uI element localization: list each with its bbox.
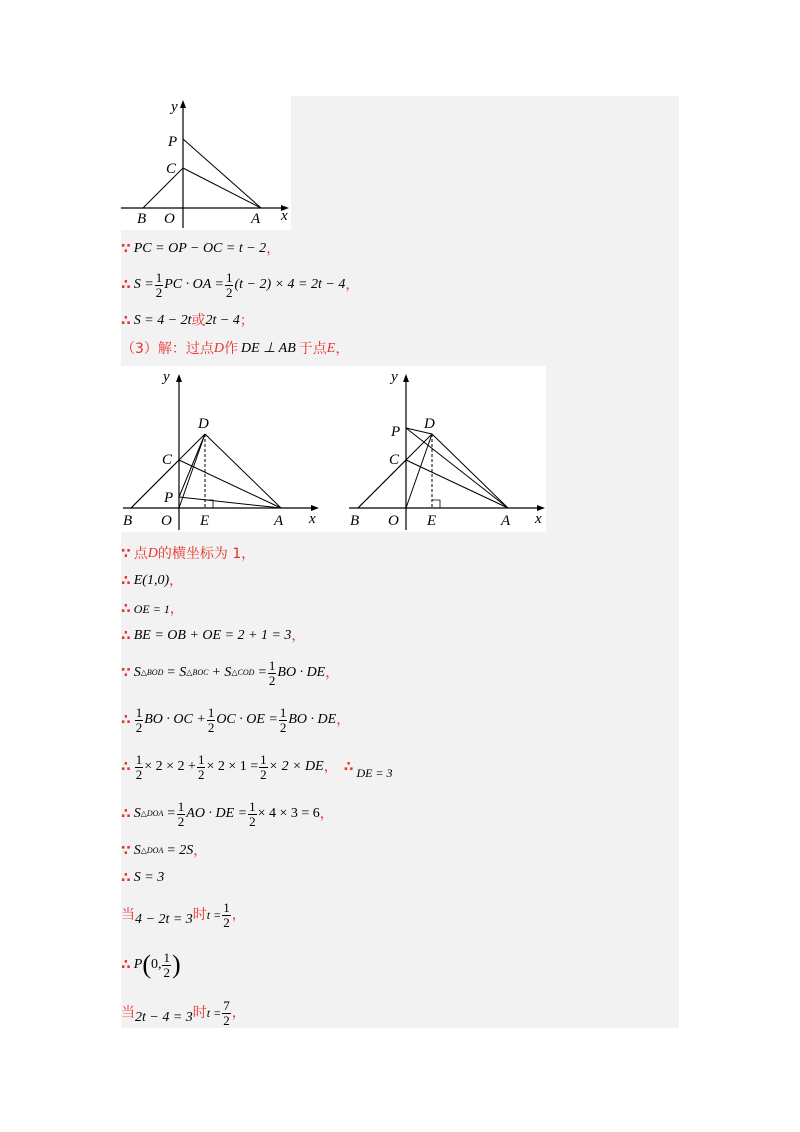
label-y: y xyxy=(163,369,170,385)
fraction-half xyxy=(177,800,186,829)
segment-pd xyxy=(179,434,205,497)
label-p: P xyxy=(168,134,178,150)
figure-1-svg xyxy=(121,96,291,230)
numerator: 1 xyxy=(207,704,215,720)
semicolon: ； xyxy=(239,313,254,329)
numerator: 1 xyxy=(225,269,233,285)
since-symbol: ∵ xyxy=(121,241,131,257)
line-14 xyxy=(121,869,164,887)
line-9 xyxy=(121,656,339,690)
label-d: D xyxy=(198,416,209,432)
line-1 xyxy=(121,240,280,258)
dian-text: 点 xyxy=(133,546,148,562)
bo-de: BO · DE xyxy=(288,712,337,727)
numerator: 1 xyxy=(268,657,276,673)
comma: ， xyxy=(319,806,334,822)
s-value: S = 3 xyxy=(133,870,165,885)
bo-de: BO · DE xyxy=(277,665,326,680)
denominator: 2 xyxy=(249,813,256,829)
term-1: × 2 × 2 + xyxy=(144,759,196,774)
figure-2-3 xyxy=(121,366,546,532)
therefore-symbol: ∴ xyxy=(121,573,131,589)
numerator: 1 xyxy=(155,269,163,285)
numerator: 1 xyxy=(135,704,143,720)
perpendicular-expr: DE ⊥ AB xyxy=(241,341,296,356)
line-4 xyxy=(121,340,349,358)
label-e: E xyxy=(427,513,437,529)
segment-da xyxy=(205,434,281,508)
segment-bc xyxy=(143,168,183,208)
denominator: 2 xyxy=(135,719,143,735)
line-15 xyxy=(121,898,246,932)
line-3 xyxy=(121,312,254,330)
subscript-doa: △DOA xyxy=(140,846,164,855)
pc-expression: PC = OP − OC = t − 2 xyxy=(133,241,267,256)
t-eq: t = xyxy=(206,908,222,922)
since-symbol: ∵ xyxy=(121,843,131,859)
therefore-symbol: ∴ xyxy=(121,870,131,886)
figure-2-3-svg xyxy=(121,366,546,532)
denominator: 2 xyxy=(163,964,170,980)
line-16 xyxy=(121,947,181,983)
fraction-half xyxy=(155,271,164,300)
s-symbol: S xyxy=(133,806,141,821)
subscript-doa: △DOA xyxy=(140,809,164,818)
figure-2 xyxy=(123,369,319,530)
label-o: O xyxy=(388,513,399,529)
label-b: B xyxy=(350,513,360,529)
comma: ， xyxy=(325,665,340,681)
denominator: 2 xyxy=(135,766,143,782)
label-c: C xyxy=(162,452,173,468)
denominator: 2 xyxy=(197,766,205,782)
since-symbol: ∵ xyxy=(121,546,131,562)
numerator: 1 xyxy=(177,798,185,814)
oe-value: OE = 1 xyxy=(133,602,170,616)
left-paren: ( xyxy=(142,950,151,979)
e-coordinates: E(1,0) xyxy=(133,573,170,588)
eq-s: = S xyxy=(166,665,187,680)
fraction-half xyxy=(197,753,206,782)
segment-da xyxy=(432,434,508,508)
right-angle-mark xyxy=(205,500,213,508)
de-value: DE = 3 xyxy=(356,766,393,780)
area-result: × 4 × 3 = 6 xyxy=(257,806,320,821)
or-text: 或 xyxy=(191,313,206,329)
fraction-half xyxy=(135,753,144,782)
numerator: 1 xyxy=(223,899,230,915)
comma: ， xyxy=(323,759,338,775)
figure-1 xyxy=(121,96,291,230)
comma: ， xyxy=(231,1005,246,1021)
fraction-half xyxy=(162,951,171,980)
point-p: P xyxy=(133,957,143,972)
line-5 xyxy=(121,545,255,563)
line-13 xyxy=(121,842,207,860)
eq-2s: = 2S xyxy=(166,843,194,858)
s-value-1: S = 4 − 2t xyxy=(133,313,192,328)
abscissa-text: 的横坐标为 1， xyxy=(157,546,256,562)
equation-1: 4 − 2t = 3 xyxy=(135,912,193,927)
label-b: B xyxy=(123,513,133,529)
label-b: B xyxy=(137,211,147,227)
oc-oe: OC · OE = xyxy=(216,712,278,727)
denominator: 2 xyxy=(260,766,267,782)
numerator: 1 xyxy=(163,949,170,965)
comma: ， xyxy=(169,601,184,617)
label-e: E xyxy=(200,513,210,529)
dang-text: 当 xyxy=(121,1005,135,1021)
fraction-half xyxy=(222,901,231,930)
segment-pa xyxy=(179,497,281,508)
subscript-boc: △BOC xyxy=(186,668,209,677)
segment-bd xyxy=(358,434,432,508)
fraction-half xyxy=(135,706,144,735)
denominator: 2 xyxy=(225,284,233,300)
label-p: P xyxy=(391,424,401,440)
equation-2: 2t − 4 = 3 xyxy=(135,1010,193,1025)
pc-oa: PC · OA = xyxy=(164,277,224,292)
label-a: A xyxy=(251,211,261,227)
numerator: 1 xyxy=(249,798,256,814)
y-arrow-icon xyxy=(176,374,182,382)
label-x: x xyxy=(281,208,288,224)
comma: ， xyxy=(336,712,351,728)
line-7 xyxy=(121,600,184,618)
line-17 xyxy=(121,996,246,1030)
s-symbol: S xyxy=(133,843,141,858)
fraction-half xyxy=(268,659,277,688)
line-6 xyxy=(121,572,183,590)
comma: ， xyxy=(266,241,281,257)
s-result: (t − 2) × 4 = 2t − 4 xyxy=(234,277,346,292)
fraction-half xyxy=(225,271,234,300)
numerator: 1 xyxy=(197,751,205,767)
comma: ， xyxy=(231,907,246,923)
therefore-symbol: ∴ xyxy=(121,712,131,728)
shi-text: 时 xyxy=(192,1005,207,1021)
label-o: O xyxy=(164,211,175,227)
subscript-cod: △COD xyxy=(231,668,255,677)
point-d: D xyxy=(213,341,225,356)
denominator: 2 xyxy=(268,672,276,688)
fraction-half xyxy=(248,800,257,829)
eq: = xyxy=(166,806,176,821)
denominator: 2 xyxy=(207,719,215,735)
comma: ， xyxy=(169,573,184,589)
zuo-text: 作 xyxy=(224,341,239,357)
therefore-symbol: ∴ xyxy=(343,759,354,775)
numerator: 7 xyxy=(223,997,230,1013)
right-angle-mark xyxy=(432,500,440,508)
fraction-seven-halves xyxy=(222,999,231,1028)
label-c: C xyxy=(389,452,400,468)
numerator: 1 xyxy=(279,704,287,720)
fraction-half xyxy=(259,753,268,782)
comma: ， xyxy=(345,277,360,293)
denominator: 2 xyxy=(279,719,287,735)
numerator: 1 xyxy=(135,751,143,767)
comma: ， xyxy=(335,341,350,357)
label-o: O xyxy=(161,513,172,529)
label-x: x xyxy=(535,511,542,527)
therefore-symbol: ∴ xyxy=(121,601,131,617)
denominator: 2 xyxy=(155,284,163,300)
line-11 xyxy=(121,750,393,784)
be-value: BE = OB + OE = 2 + 1 = 3 xyxy=(133,628,292,643)
label-c: C xyxy=(166,161,177,177)
fraction-half xyxy=(279,706,288,735)
s-value-2: 2t − 4 xyxy=(205,313,240,328)
ao-de: AO · DE = xyxy=(186,806,248,821)
segment-pa xyxy=(406,428,508,508)
since-symbol: ∵ xyxy=(121,665,131,681)
point-d: D xyxy=(147,546,158,561)
label-y: y xyxy=(391,369,398,385)
denominator: 2 xyxy=(177,813,185,829)
therefore-symbol: ∴ xyxy=(121,957,131,973)
numerator: 1 xyxy=(260,751,267,767)
figure-3 xyxy=(349,369,545,530)
right-paren: ) xyxy=(171,950,181,979)
segment-ca xyxy=(406,460,508,508)
term-3: × 2 × DE xyxy=(268,759,324,774)
part3-intro: （3）解：过点 xyxy=(121,341,214,357)
therefore-symbol: ∴ xyxy=(121,628,131,644)
line-8 xyxy=(121,627,305,645)
shi-text: 时 xyxy=(192,907,207,923)
t-eq: t = xyxy=(206,1006,222,1020)
comma: ， xyxy=(291,628,306,644)
label-d: D xyxy=(424,416,435,432)
term-2: × 2 × 1 = xyxy=(206,759,259,774)
yu-dian-text: 于点 xyxy=(298,341,327,357)
point-e: E xyxy=(326,341,336,356)
comma: ， xyxy=(193,843,208,859)
label-x: x xyxy=(309,511,316,527)
subscript-bod: △BOD xyxy=(140,668,164,677)
therefore-symbol: ∴ xyxy=(121,277,131,293)
line-12 xyxy=(121,797,334,831)
plus-s: + S xyxy=(211,665,232,680)
denominator: 2 xyxy=(223,914,230,930)
therefore-symbol: ∴ xyxy=(121,313,131,329)
line-10 xyxy=(121,703,350,737)
eq: = xyxy=(257,665,267,680)
line-2 xyxy=(121,268,359,302)
label-y: y xyxy=(171,99,178,115)
denominator: 2 xyxy=(223,1012,230,1028)
segment-od xyxy=(179,434,205,508)
label-a: A xyxy=(274,513,284,529)
s-eq: S = xyxy=(133,277,154,292)
p-x-coord: 0, xyxy=(150,957,162,972)
label-p: P xyxy=(164,490,174,506)
dang-text: 当 xyxy=(121,907,135,923)
s-symbol: S xyxy=(133,665,141,680)
therefore-symbol: ∴ xyxy=(121,759,131,775)
bo-oc: BO · OC + xyxy=(144,712,206,727)
y-arrow-icon xyxy=(180,100,186,108)
label-a: A xyxy=(501,513,511,529)
y-arrow-icon xyxy=(403,374,409,382)
therefore-symbol: ∴ xyxy=(121,806,131,822)
fraction-half xyxy=(207,706,216,735)
segment-ca xyxy=(179,460,281,508)
